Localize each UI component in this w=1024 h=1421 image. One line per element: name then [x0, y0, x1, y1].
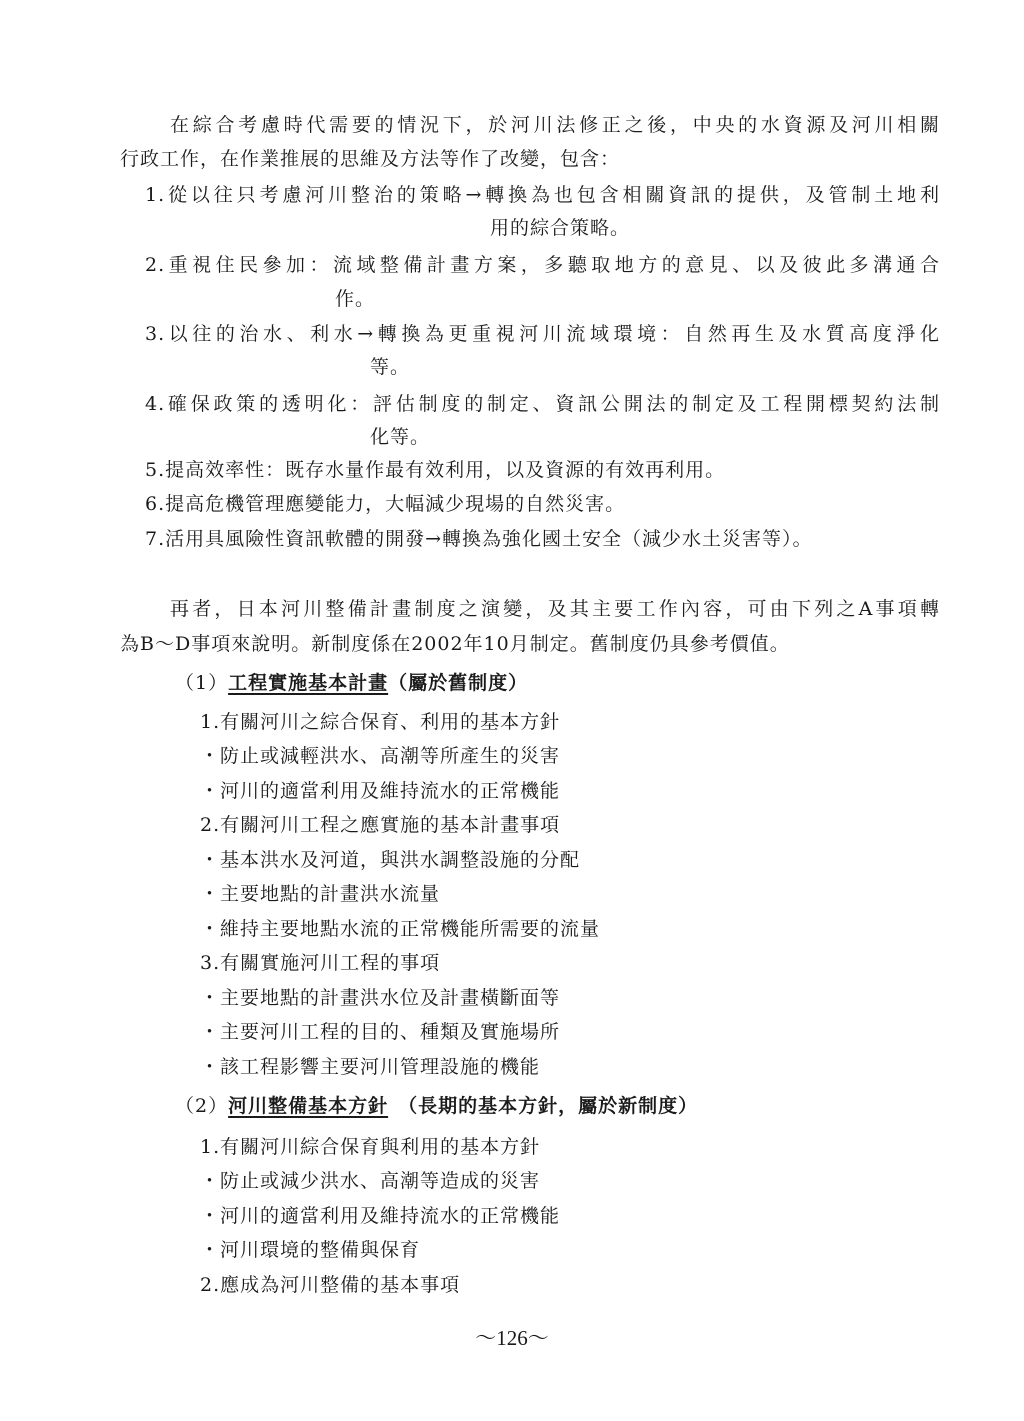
change-item-1-cont: 用的綜合策略。 [490, 217, 631, 239]
section1-item: ・維持主要地點水流的正常機能所需要的流量 [200, 918, 601, 940]
section1-item: 1.有關河川之綜合保育、利用的基本方針 [200, 711, 561, 733]
change-item-7: 7.活用具風險性資訊軟體的開發→轉換為強化國土安全（減少水土災害等）。 [145, 528, 813, 550]
change-item-3-cont: 等。 [370, 356, 411, 378]
section2-number: （2） [175, 1095, 229, 1117]
change-item-3: 3.以往的治水、利水→轉換為更重視河川流域環境：自然再生及水質高度淨化 [145, 323, 940, 345]
section2-item: 1.有關河川綜合保育與利用的基本方針 [200, 1136, 541, 1158]
change-item-1: 1.從以往只考慮河川整治的策略→轉換為也包含相關資訊的提供，及管制土地利 [145, 184, 940, 206]
section1-item: ・河川的適當利用及維持流水的正常機能 [200, 780, 561, 802]
section2-title: 河川整備基本方針 [228, 1095, 389, 1117]
section1-item: 3.有關實施河川工程的事項 [200, 952, 441, 974]
section1-title: 工程實施基本計畫 [228, 672, 389, 694]
section1-item: ・基本洪水及河道，與洪水調整設施的分配 [200, 849, 581, 871]
change-item-4: 4.確保政策的透明化：評估制度的制定、資訊公開法的制定及工程開標契約法制 [145, 393, 940, 415]
section1-item: ・主要地點的計畫洪水流量 [200, 883, 441, 905]
change-item-5: 5.提高效率性：既存水量作最有效利用，以及資源的有效再利用。 [145, 459, 726, 481]
section2-item: ・河川的適當利用及維持流水的正常機能 [200, 1205, 561, 1227]
section2-heading [175, 1094, 698, 1118]
section2-item: ・河川環境的整備與保育 [200, 1239, 421, 1261]
section2-item: 2.應成為河川整備的基本事項 [200, 1274, 461, 1296]
section1-item: ・防止或減輕洪水、高潮等所產生的災害 [200, 745, 561, 767]
change-item-4-cont: 化等。 [370, 426, 431, 448]
section2-note: （長期的基本方針，屬於新制度） [398, 1095, 699, 1117]
intro-line-1: 在綜合考慮時代需要的情況下，於河川法修正之後，中央的水資源及河川相關 [170, 114, 940, 136]
para2-line-2: 為B～D事項來說明。新制度係在2002年10月制定。舊制度仍具參考價值。 [120, 633, 790, 655]
section1-number: （1） [175, 672, 229, 694]
section1-item: ・主要地點的計畫洪水位及計畫橫斷面等 [200, 987, 561, 1009]
page-number: ～126～ [475, 1326, 549, 1350]
change-item-2-cont: 作。 [335, 288, 376, 310]
change-item-6: 6.提高危機管理應變能力，大幅減少現場的自然災害。 [145, 493, 626, 515]
section1-item: ・該工程影響主要河川管理設施的機能 [200, 1056, 541, 1078]
change-item-2: 2.重視住民參加：流域整備計畫方案，多聽取地方的意見、以及彼此多溝通合 [145, 254, 940, 276]
section1-heading [175, 671, 528, 695]
section2-item: ・防止或減少洪水、高潮等造成的災害 [200, 1170, 541, 1192]
section1-note: （屬於舊制度） [388, 672, 529, 694]
section1-item: ・主要河川工程的目的、種類及實施場所 [200, 1021, 561, 1043]
intro-line-2: 行政工作，在作業推展的思維及方法等作了改變，包含： [120, 148, 621, 170]
para2-line-1: 再者，日本河川整備計畫制度之演變，及其主要工作內容，可由下列之A事項轉 [170, 598, 940, 620]
section1-item: 2.有關河川工程之應實施的基本計畫事項 [200, 814, 561, 836]
